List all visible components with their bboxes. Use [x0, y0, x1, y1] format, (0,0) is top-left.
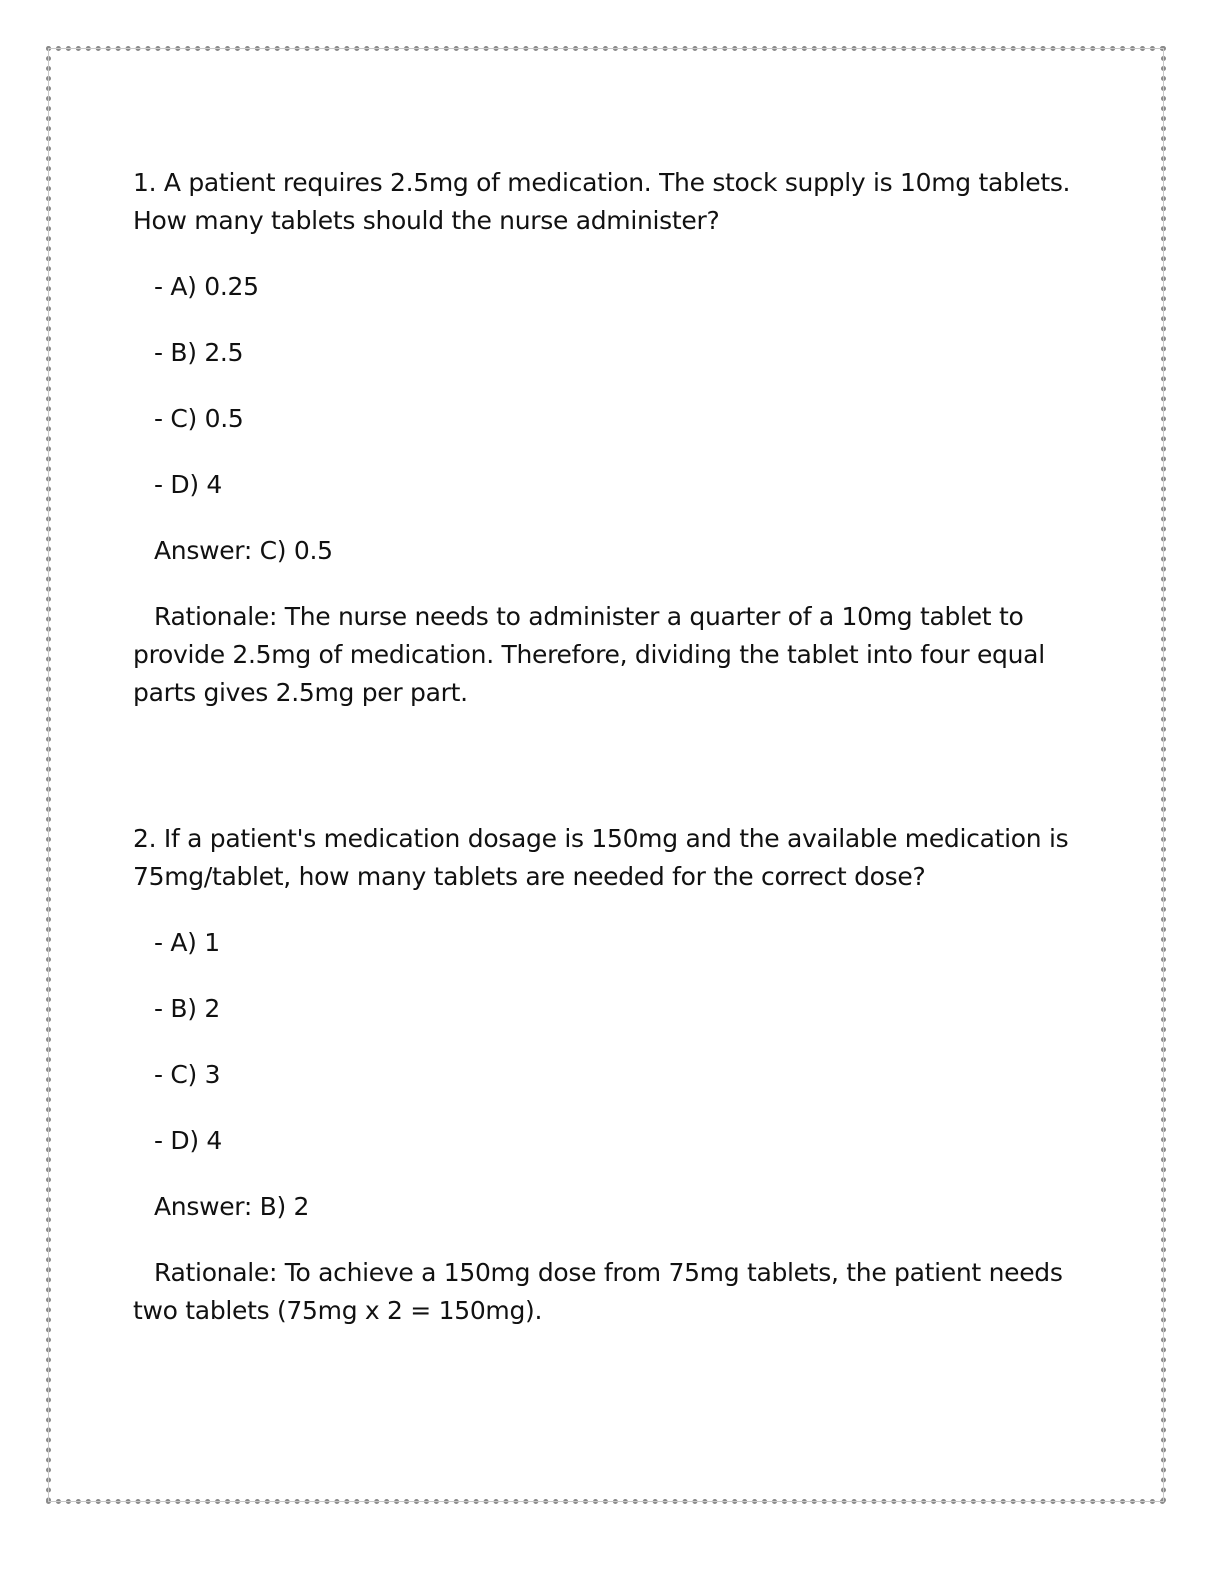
- answer-option-b: - B) 2.5: [154, 338, 244, 367]
- answer-option-a: - A) 0.25: [154, 272, 259, 301]
- answer-option-b: - B) 2: [154, 994, 220, 1023]
- document-body: [133, 164, 1093, 1330]
- correct-answer: Answer: C) 0.5: [154, 536, 333, 565]
- answer-option-c: - C) 0.5: [154, 404, 244, 433]
- answer-option-d: - D) 4: [154, 470, 223, 499]
- answer-option-a: - A) 1: [154, 928, 220, 957]
- answer-option-c: - C) 3: [154, 1060, 221, 1089]
- answer-option-d: - D) 4: [154, 1126, 223, 1155]
- rationale-text: Rationale: To achieve a 150mg dose from 75mg tablets, the patient needs two tablets (75mg x 2 = 150mg).: [133, 1258, 1063, 1325]
- question-1: [133, 164, 1093, 712]
- question-2: [133, 820, 1093, 1330]
- question-prompt: 2. If a patient's medication dosage is 150mg and the available medication is 75mg/tablet, how many tablets are needed for the correct dose?: [133, 824, 1069, 891]
- correct-answer: Answer: B) 2: [154, 1192, 310, 1221]
- rationale-text: Rationale: The nurse needs to administer a quarter of a 10mg tablet to provide 2.5mg of medication. Therefore, dividing the tablet into four equal parts gives 2.5mg per part.: [133, 602, 1045, 707]
- question-prompt: 1. A patient requires 2.5mg of medication. The stock supply is 10mg tablets. How many tablets should the nurse administer?: [133, 168, 1071, 235]
